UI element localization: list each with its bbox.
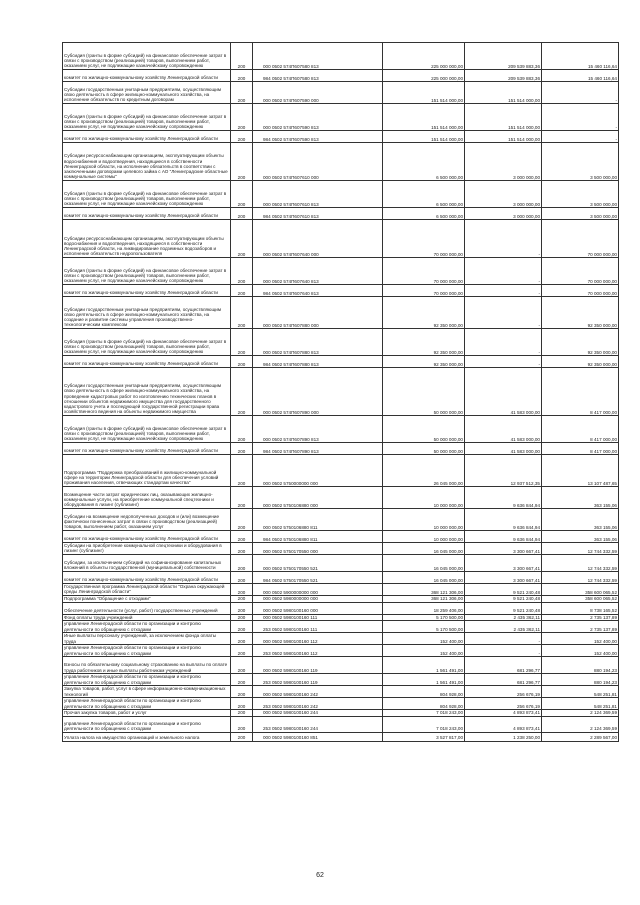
classification-code-cell: 984 0502 5750106880 811 xyxy=(253,531,383,543)
approved-amount-cell: 225 000 000,00 xyxy=(383,70,465,82)
approved-amount-cell: 3 527 817,00 xyxy=(383,732,465,741)
approved-amount-cell: 151 514 000,00 xyxy=(383,104,465,131)
classification-code-cell: 000 0502 574П607580 813 xyxy=(253,43,383,70)
line-code-cell: 200 xyxy=(231,732,253,741)
expense-name-cell: Фонд оплаты труда учреждений xyxy=(63,614,231,621)
expense-name-cell: управление Ленинградской области по организации и контролю деятельности по обращению с отходами xyxy=(63,716,231,732)
line-code-cell: 200 xyxy=(231,131,253,143)
line-code-cell: 200 xyxy=(231,531,253,543)
unexecuted-amount-cell: 12 744 332,59 xyxy=(542,555,619,572)
approved-amount-cell: 50 000 000,00 xyxy=(383,416,465,443)
line-code-cell: 200 xyxy=(231,572,253,584)
executed-amount-cell: - xyxy=(465,645,542,657)
unexecuted-amount-cell: 548 251,81 xyxy=(542,686,619,698)
unexecuted-amount-cell: 363 155,06 xyxy=(542,509,619,531)
classification-code-cell: 000 0502 574П607590 000 xyxy=(253,82,383,104)
executed-amount-cell: - xyxy=(465,285,542,297)
expense-name-cell: Субсидия (гранты в форме субсидий) на финансовое обеспечение затрат в связи с производством (реализацией) товаров, выполнением работ, оказанием услуг, не подлежащие казначейскому сопровождению xyxy=(63,104,231,131)
table-row xyxy=(63,455,619,487)
classification-code-cell: 000 0502 5980100160 244 xyxy=(253,710,383,717)
table-row xyxy=(63,487,619,509)
table-row xyxy=(63,416,619,443)
line-code-cell: 200 xyxy=(231,614,253,621)
line-code-cell: 200 xyxy=(231,443,253,455)
expense-name-cell: Субсидии государственным унитарным предприятиям, осуществляющим свою деятельность в сфере жилищно-коммунального хозяйства, на проведение кадастровых работ по изготовлению технических планов в отношении объектов недвижимого имущества для государственного кадастрового учета и последующей государственной регистрации права хозяйственного ведения на объекты недвижимого имущества xyxy=(63,368,231,416)
table-row xyxy=(63,645,619,657)
expense-name-cell: Субсидия (гранты в форме субсидий) на финансовое обеспечение затрат в связи с производством (реализацией) товаров, выполнением работ, оказанием услуг, не подлежащие казначейскому сопровождению xyxy=(63,181,231,208)
table-row xyxy=(63,443,619,455)
classification-code-cell: 000 0502 5980100160 000 xyxy=(253,602,383,614)
executed-amount-cell: 9 636 844,94 xyxy=(465,531,542,543)
expense-name-cell: Субсидии на возмещение недополученных доходов и (или) возмещение фактически понесенных затрат в связи с производством (реализацией) товаров, выполнением работ, оказанием услуг xyxy=(63,509,231,531)
line-code-cell: 200 xyxy=(231,258,253,285)
unexecuted-amount-cell: 2 735 137,89 xyxy=(542,614,619,621)
table-row xyxy=(63,356,619,368)
unexecuted-amount-cell: 3 500 000,00 xyxy=(542,143,619,181)
expense-name-cell: Субсидии государственным унитарным предприятиям, осуществляющим свою деятельность в сфере жилищно-коммунального хозяйства, на исполнение обязательств по кредитным договорам xyxy=(63,82,231,104)
line-code-cell: 200 xyxy=(231,487,253,509)
approved-amount-cell: 151 514 000,00 xyxy=(383,82,465,104)
classification-code-cell: 000 0502 574П607880 000 xyxy=(253,297,383,329)
executed-amount-cell: 681 296,77 xyxy=(465,674,542,686)
table-row xyxy=(63,297,619,329)
line-code-cell: 200 xyxy=(231,285,253,297)
classification-code-cell: 000 0502 5980100160 119 xyxy=(253,657,383,674)
classification-code-cell: 984 0502 5750170550 521 xyxy=(253,572,383,584)
approved-amount-cell: 6 500 000,00 xyxy=(383,143,465,181)
table-row xyxy=(63,584,619,596)
unexecuted-amount-cell: 70 000 000,00 xyxy=(542,220,619,258)
expense-name-cell: управление Ленинградской области по организации и контролю деятельности по обращению с отходами xyxy=(63,645,231,657)
expense-name-cell: комитет по жилищно-коммунальному хозяйству Ленинградской области xyxy=(63,70,231,82)
approved-amount-cell: 151 514 000,00 xyxy=(383,131,465,143)
expense-name-cell: Обеспечение деятельности (услуг, работ) государственных учреждений xyxy=(63,602,231,614)
classification-code-cell: 000 0502 574П607880 813 xyxy=(253,329,383,356)
approved-amount-cell: 6 500 000,00 xyxy=(383,208,465,220)
line-code-cell: 200 xyxy=(231,416,253,443)
unexecuted-amount-cell: 15 460 116,64 xyxy=(542,70,619,82)
line-code-cell: 200 xyxy=(231,329,253,356)
unexecuted-amount-cell: 70 000 000,00 xyxy=(542,258,619,285)
approved-amount-cell: 225 000 000,00 xyxy=(383,43,465,70)
table-row xyxy=(63,329,619,356)
unexecuted-amount-cell: 880 194,23 xyxy=(542,674,619,686)
expense-name-cell: Субсидия (гранты в форме субсидий) на финансовое обеспечение затрат в связи с производством (реализацией) товаров, выполнением работ, оказанием услуг, не подлежащие казначейскому сопровождению xyxy=(63,329,231,356)
table-row xyxy=(63,220,619,258)
unexecuted-amount-cell: 13 107 487,65 xyxy=(542,455,619,487)
expense-name-cell: комитет по жилищно-коммунальному хозяйству Ленинградской области xyxy=(63,572,231,584)
executed-amount-cell: 209 539 883,36 xyxy=(465,70,542,82)
executed-amount-cell: 9 636 844,94 xyxy=(465,487,542,509)
classification-code-cell: 000 0502 5980100160 112 xyxy=(253,633,383,645)
line-code-cell: 200 xyxy=(231,181,253,208)
unexecuted-amount-cell: 2 289 567,00 xyxy=(542,732,619,741)
unexecuted-amount-cell: 8 417 000,00 xyxy=(542,443,619,455)
line-code-cell: 200 xyxy=(231,674,253,686)
table-row xyxy=(63,732,619,741)
approved-amount-cell: 10 000 000,00 xyxy=(383,487,465,509)
classification-code-cell: 000 0502 5900000000 000 xyxy=(253,584,383,596)
classification-code-cell: 000 0502 5980100160 111 xyxy=(253,614,383,621)
table-row xyxy=(63,82,619,104)
line-code-cell: 200 xyxy=(231,657,253,674)
classification-code-cell: 000 0502 5750000000 000 xyxy=(253,455,383,487)
classification-code-cell: 984 0502 574П607890 813 xyxy=(253,443,383,455)
line-code-cell: 200 xyxy=(231,82,253,104)
table-row xyxy=(63,686,619,698)
unexecuted-amount-cell: - xyxy=(542,82,619,104)
table-row xyxy=(63,710,619,717)
classification-code-cell: 984 0502 574П607590 813 xyxy=(253,131,383,143)
expense-name-cell: Государственная программа Ленинградской области "Охрана окружающей среды Ленинградской области" xyxy=(63,584,231,596)
approved-amount-cell: 16 045 000,00 xyxy=(383,555,465,572)
executed-amount-cell: 2 435 362,11 xyxy=(465,621,542,633)
expense-name-cell: Уплата налога на имущество организаций и земельного налога xyxy=(63,732,231,741)
executed-amount-cell: 681 296,77 xyxy=(465,657,542,674)
unexecuted-amount-cell: 358 600 065,52 xyxy=(542,596,619,603)
table-row xyxy=(63,698,619,710)
executed-amount-cell: - xyxy=(465,258,542,285)
approved-amount-cell: 152 400,00 xyxy=(383,645,465,657)
executed-amount-cell: 3 000 000,00 xyxy=(465,208,542,220)
classification-code-cell: 000 0502 574П607640 813 xyxy=(253,258,383,285)
line-code-cell: 200 xyxy=(231,633,253,645)
unexecuted-amount-cell: - xyxy=(542,131,619,143)
unexecuted-amount-cell: 12 744 332,59 xyxy=(542,543,619,555)
table-row xyxy=(63,258,619,285)
executed-amount-cell: 151 514 000,00 xyxy=(465,82,542,104)
executed-amount-cell: 209 539 883,36 xyxy=(465,43,542,70)
classification-code-cell: 253 0502 5980100160 119 xyxy=(253,674,383,686)
classification-code-cell: 000 0502 5980100160 242 xyxy=(253,686,383,698)
approved-amount-cell: 50 000 000,00 xyxy=(383,443,465,455)
executed-amount-cell: 41 583 000,00 xyxy=(465,368,542,416)
executed-amount-cell: - xyxy=(465,220,542,258)
line-code-cell: 200 xyxy=(231,208,253,220)
unexecuted-amount-cell: 2 124 369,59 xyxy=(542,710,619,717)
executed-amount-cell: 9 636 844,94 xyxy=(465,509,542,531)
expense-name-cell: Субсидии, за исключением субсидий на софинансирование капитальных вложений в объекты государственной (муниципальной) собственности xyxy=(63,555,231,572)
table-row xyxy=(63,368,619,416)
executed-amount-cell: - xyxy=(465,356,542,368)
unexecuted-amount-cell: - xyxy=(542,104,619,131)
classification-code-cell: 000 0502 574П607590 813 xyxy=(253,104,383,131)
table-body xyxy=(63,43,619,742)
line-code-cell: 200 xyxy=(231,686,253,698)
classification-code-cell: 000 0502 574П607890 813 xyxy=(253,416,383,443)
executed-amount-cell: 256 676,19 xyxy=(465,698,542,710)
executed-amount-cell: - xyxy=(465,633,542,645)
approved-amount-cell: 368 121 306,00 xyxy=(383,596,465,603)
expense-name-cell: Субсидия (гранты в форме субсидий) на финансовое обеспечение затрат в связи с производством (реализацией) товаров, выполнением работ, оказанием услуг, не подлежащие казначейскому сопровождению xyxy=(63,416,231,443)
unexecuted-amount-cell: 358 600 065,52 xyxy=(542,584,619,596)
table-row xyxy=(63,70,619,82)
executed-amount-cell: - xyxy=(465,329,542,356)
unexecuted-amount-cell: 152 400,00 xyxy=(542,633,619,645)
unexecuted-amount-cell: 15 460 116,64 xyxy=(542,43,619,70)
approved-amount-cell: 92 350 000,00 xyxy=(383,297,465,329)
approved-amount-cell: 5 170 500,00 xyxy=(383,621,465,633)
unexecuted-amount-cell: 92 350 000,00 xyxy=(542,329,619,356)
unexecuted-amount-cell: 70 000 000,00 xyxy=(542,285,619,297)
unexecuted-amount-cell: 8 417 000,00 xyxy=(542,416,619,443)
executed-amount-cell: 3 000 000,00 xyxy=(465,181,542,208)
expense-name-cell: управление Ленинградской области по организации и контролю деятельности по обращению с отходами xyxy=(63,674,231,686)
approved-amount-cell: 5 170 500,00 xyxy=(383,614,465,621)
approved-amount-cell: 18 259 406,00 xyxy=(383,602,465,614)
table-row xyxy=(63,614,619,621)
classification-code-cell: 984 0502 574П607640 813 xyxy=(253,285,383,297)
line-code-cell: 200 xyxy=(231,584,253,596)
executed-amount-cell: 1 238 250,00 xyxy=(465,732,542,741)
classification-code-cell: 000 0502 574П607640 000 xyxy=(253,220,383,258)
line-code-cell: 200 xyxy=(231,43,253,70)
line-code-cell: 200 xyxy=(231,555,253,572)
unexecuted-amount-cell: 363 155,06 xyxy=(542,531,619,543)
table-row xyxy=(63,143,619,181)
executed-amount-cell: 41 583 000,00 xyxy=(465,443,542,455)
expense-name-cell: Взносы по обязательному социальному страхованию на выплаты по оплате труда работников и иные выплаты работникам учреждений xyxy=(63,657,231,674)
classification-code-cell: 984 0502 574П607610 813 xyxy=(253,208,383,220)
executed-amount-cell: 12 937 512,35 xyxy=(465,455,542,487)
classification-code-cell: 000 0502 5750106880 811 xyxy=(253,509,383,531)
unexecuted-amount-cell: 92 350 000,00 xyxy=(542,356,619,368)
executed-amount-cell: 41 583 000,00 xyxy=(465,416,542,443)
line-code-cell: 200 xyxy=(231,143,253,181)
expense-name-cell: Субсидия (гранты в форме субсидий) на финансовое обеспечение затрат в связи с производством (реализацией) товаров, выполнением работ, оказанием услуг, не подлежащие казначейскому сопровождению xyxy=(63,43,231,70)
line-code-cell: 200 xyxy=(231,621,253,633)
expense-name-cell: управление Ленинградской области по организации и контролю деятельности по обращению с отходами xyxy=(63,621,231,633)
executed-amount-cell: 3 300 667,41 xyxy=(465,572,542,584)
table-row xyxy=(63,633,619,645)
expense-name-cell: Прочая закупка товаров, работ и услуг xyxy=(63,710,231,717)
classification-code-cell: 000 0502 5750170550 000 xyxy=(253,543,383,555)
executed-amount-cell: 9 521 240,48 xyxy=(465,584,542,596)
line-code-cell: 200 xyxy=(231,596,253,603)
executed-amount-cell: 256 676,19 xyxy=(465,686,542,698)
expense-name-cell: комитет по жилищно-коммунальному хозяйству Ленинградской области xyxy=(63,208,231,220)
executed-amount-cell: 151 514 000,00 xyxy=(465,131,542,143)
table-row xyxy=(63,509,619,531)
expense-name-cell: Субсидии ресурсоснабжающим организациям, эксплуатирующим объекты водоснабжения и водоотведения, находящиеся в собственности Ленинградской области, на исполнение обязательств в соответствии с заключенными договорами целевого займа с АО "Ленинградские областные коммунальные системы" xyxy=(63,143,231,181)
executed-amount-cell: 2 435 362,11 xyxy=(465,614,542,621)
expense-name-cell: Иные выплаты персоналу учреждений, за исключением фонда оплаты труда xyxy=(63,633,231,645)
approved-amount-cell: 16 045 000,00 xyxy=(383,572,465,584)
approved-amount-cell: 152 400,00 xyxy=(383,633,465,645)
approved-amount-cell: 7 018 243,00 xyxy=(383,710,465,717)
approved-amount-cell: 7 018 243,00 xyxy=(383,716,465,732)
table-row xyxy=(63,531,619,543)
classification-code-cell: 000 0502 5750106880 000 xyxy=(253,487,383,509)
expense-name-cell: комитет по жилищно-коммунальному хозяйству Ленинградской области xyxy=(63,356,231,368)
approved-amount-cell: 92 350 000,00 xyxy=(383,329,465,356)
unexecuted-amount-cell: 363 155,06 xyxy=(542,487,619,509)
line-code-cell: 200 xyxy=(231,455,253,487)
expense-name-cell: Субсидии на приобретение коммунальной спецтехники и оборудования в лизинг (сублизинг) xyxy=(63,543,231,555)
table-row xyxy=(63,621,619,633)
table-row xyxy=(63,131,619,143)
table-row xyxy=(63,285,619,297)
approved-amount-cell: 6 500 000,00 xyxy=(383,181,465,208)
approved-amount-cell: 26 045 000,00 xyxy=(383,455,465,487)
classification-code-cell: 253 0502 5980100160 112 xyxy=(253,645,383,657)
table-row xyxy=(63,602,619,614)
line-code-cell: 200 xyxy=(231,698,253,710)
line-code-cell: 200 xyxy=(231,368,253,416)
classification-code-cell: 000 0502 574П607890 000 xyxy=(253,368,383,416)
approved-amount-cell: 804 928,00 xyxy=(383,686,465,698)
unexecuted-amount-cell: 92 350 000,00 xyxy=(542,297,619,329)
approved-amount-cell: 10 000 000,00 xyxy=(383,509,465,531)
executed-amount-cell: - xyxy=(465,297,542,329)
table-row xyxy=(63,43,619,70)
unexecuted-amount-cell: 3 500 000,00 xyxy=(542,208,619,220)
unexecuted-amount-cell: 880 194,23 xyxy=(542,657,619,674)
executed-amount-cell: 9 521 240,48 xyxy=(465,596,542,603)
classification-code-cell: 000 0502 574П607610 000 xyxy=(253,143,383,181)
table-row xyxy=(63,657,619,674)
executed-amount-cell: 9 521 240,48 xyxy=(465,602,542,614)
executed-amount-cell: 3 300 667,41 xyxy=(465,543,542,555)
executed-amount-cell: 151 514 000,00 xyxy=(465,104,542,131)
line-code-cell: 200 xyxy=(231,104,253,131)
approved-amount-cell: 1 561 491,00 xyxy=(383,657,465,674)
unexecuted-amount-cell: 2 124 369,59 xyxy=(542,716,619,732)
table-row xyxy=(63,572,619,584)
unexecuted-amount-cell: 548 251,81 xyxy=(542,698,619,710)
line-code-cell: 200 xyxy=(231,645,253,657)
classification-code-cell: 000 0502 5980000000 000 xyxy=(253,596,383,603)
executed-amount-cell: 4 893 873,41 xyxy=(465,710,542,717)
executed-amount-cell: 3 000 000,00 xyxy=(465,143,542,181)
expense-name-cell: управление Ленинградской области по организации и контролю деятельности по обращению с отходами xyxy=(63,698,231,710)
line-code-cell: 200 xyxy=(231,220,253,258)
executed-amount-cell: 3 300 667,41 xyxy=(465,555,542,572)
unexecuted-amount-cell: 152 400,00 xyxy=(542,645,619,657)
executed-amount-cell: 4 893 873,41 xyxy=(465,716,542,732)
expense-name-cell: комитет по жилищно-коммунальному хозяйству Ленинградской области xyxy=(63,531,231,543)
unexecuted-amount-cell: 8 738 165,52 xyxy=(542,602,619,614)
unexecuted-amount-cell: 3 500 000,00 xyxy=(542,181,619,208)
expense-name-cell: комитет по жилищно-коммунальному хозяйству Ленинградской области xyxy=(63,443,231,455)
expense-name-cell: Субсидия (гранты в форме субсидий) на финансовое обеспечение затрат в связи с производством (реализацией) товаров, выполнением работ, оказанием услуг, не подлежащие казначейскому сопровождению xyxy=(63,258,231,285)
classification-code-cell: 253 0502 5980100160 242 xyxy=(253,698,383,710)
line-code-cell: 200 xyxy=(231,543,253,555)
expense-name-cell: Закупка товаров, работ, услуг в сфере информационно-коммуникационных технологий xyxy=(63,686,231,698)
table-row xyxy=(63,716,619,732)
expense-name-cell: Субсидии ресурсоснабжающим организациям, эксплуатирующим объекты водоснабжения и водоотведения, находящиеся в собственности Ленинградской области, на ликвидирование подземных водозаборов и исполнение обязательств недропользователя xyxy=(63,220,231,258)
expense-name-cell: Возмещение части затрат юридических лиц, оказывающих жилищно-коммунальные услуги, на приобретение коммунальной спецтехники и оборудования в лизинг (сублизинг) xyxy=(63,487,231,509)
unexecuted-amount-cell: 2 735 137,89 xyxy=(542,621,619,633)
approved-amount-cell: 92 350 000,00 xyxy=(383,356,465,368)
expense-name-cell: комитет по жилищно-коммунальному хозяйству Ленинградской области xyxy=(63,285,231,297)
classification-code-cell: 000 0502 5750170550 521 xyxy=(253,555,383,572)
classification-code-cell: 253 0502 5980100160 244 xyxy=(253,716,383,732)
classification-code-cell: 984 0502 574П607880 813 xyxy=(253,356,383,368)
line-code-cell: 200 xyxy=(231,70,253,82)
table-row xyxy=(63,596,619,603)
table-row xyxy=(63,555,619,572)
expense-name-cell: комитет по жилищно-коммунальному хозяйству Ленинградской области xyxy=(63,131,231,143)
line-code-cell: 200 xyxy=(231,356,253,368)
expense-name-cell: Подпрограмма "Поддержка преобразований в жилищно-коммунальной сфере на территории Ленинградской области для обеспечения условий проживания населения, отвечающих стандартам качества" xyxy=(63,455,231,487)
table-row xyxy=(63,543,619,555)
approved-amount-cell: 804 928,00 xyxy=(383,698,465,710)
budget-execution-table xyxy=(62,42,619,742)
unexecuted-amount-cell: 8 417 000,00 xyxy=(542,368,619,416)
table-row xyxy=(63,208,619,220)
table-row xyxy=(63,181,619,208)
line-code-cell: 200 xyxy=(231,602,253,614)
table-row xyxy=(63,104,619,131)
approved-amount-cell: 1 561 491,00 xyxy=(383,674,465,686)
approved-amount-cell: 70 000 000,00 xyxy=(383,220,465,258)
report-page xyxy=(62,42,618,742)
approved-amount-cell: 50 000 000,00 xyxy=(383,368,465,416)
classification-code-cell: 253 0502 5980100160 111 xyxy=(253,621,383,633)
line-code-cell: 200 xyxy=(231,710,253,717)
classification-code-cell: 984 0502 574П607580 813 xyxy=(253,70,383,82)
line-code-cell: 200 xyxy=(231,297,253,329)
approved-amount-cell: 368 121 306,00 xyxy=(383,584,465,596)
expense-name-cell: Подпрограмма "Обращение с отходами" xyxy=(63,596,231,603)
expense-name-cell: Субсидии государственным унитарным предприятиям, осуществляющим свою деятельность в сфере жилищно-коммунального хозяйства, на создание и развитие системы управления производственно-технологическим комплексом xyxy=(63,297,231,329)
approved-amount-cell: 16 045 000,00 xyxy=(383,543,465,555)
classification-code-cell: 000 0502 574П607610 813 xyxy=(253,181,383,208)
line-code-cell: 200 xyxy=(231,509,253,531)
table-row xyxy=(63,674,619,686)
approved-amount-cell: 70 000 000,00 xyxy=(383,285,465,297)
approved-amount-cell: 70 000 000,00 xyxy=(383,258,465,285)
approved-amount-cell: 10 000 000,00 xyxy=(383,531,465,543)
unexecuted-amount-cell: 12 744 332,59 xyxy=(542,572,619,584)
page-number: 62 xyxy=(316,872,324,879)
line-code-cell: 200 xyxy=(231,716,253,732)
classification-code-cell: 000 0502 5980100160 851 xyxy=(253,732,383,741)
